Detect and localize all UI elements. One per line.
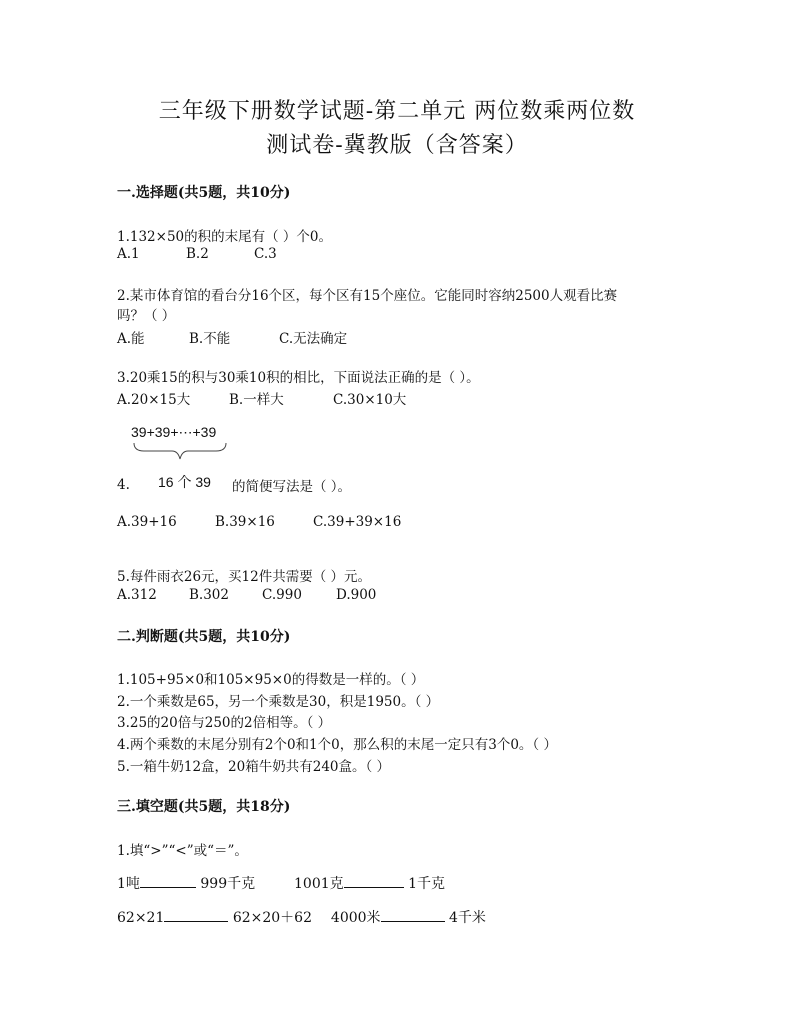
question-1-4-number: 4. — [117, 477, 130, 493]
judgement-item-4: 4.两个乘数的末尾分别有2个0和1个0，那么积的末尾一定只有3个0。（ ） — [117, 737, 557, 753]
compare-left: 1001克 — [294, 876, 344, 892]
answer-blank[interactable] — [140, 873, 196, 888]
figure-brace — [130, 441, 230, 467]
compare-right: 1千克 — [408, 876, 446, 892]
judgement-item-3: 3.25的20倍与250的2倍相等。（ ） — [117, 715, 332, 731]
judgement-item-5: 5.一箱牛奶12盒，20箱牛奶共有240盒。（ ） — [117, 759, 391, 775]
answer-blank[interactable] — [164, 907, 228, 922]
option: A.20×15大 — [117, 392, 191, 408]
option: A.312 — [117, 587, 157, 603]
option: B.39×16 — [215, 514, 275, 530]
option: C.30×10大 — [333, 392, 407, 408]
option: A.能 — [117, 331, 145, 347]
title-line-2: 测试卷-冀教版（含答案） — [266, 133, 528, 158]
option: B.302 — [189, 587, 229, 603]
option: C.990 — [262, 587, 302, 603]
option: C.39+39×16 — [313, 514, 402, 530]
option: B.2 — [186, 246, 209, 262]
question-1-2-options — [117, 327, 347, 347]
title-line-1: 三年级下册数学试题-第二单元 两位数乘两位数 — [158, 99, 636, 124]
answer-blank[interactable] — [381, 907, 445, 922]
compare-left: 1吨 — [117, 876, 140, 892]
option: B.不能 — [189, 331, 231, 347]
compare-right: 4千米 — [449, 910, 486, 926]
question-1-3-options — [117, 388, 406, 408]
question-1-2-line-1: 2.某市体育馆的看台分16个区，每个区有15个座位。它能同时容纳2500人观看比赛 — [117, 288, 618, 304]
compare-row-2 — [117, 907, 486, 927]
fill-question-1: 1.填“>”“<”或“＝”。 — [117, 843, 248, 859]
figure-count-label: 16 个 39 — [158, 474, 211, 490]
section-2-heading: 二.判断题(共5题，共10分) — [117, 629, 291, 645]
option: C.无法确定 — [279, 331, 348, 347]
question-1-2-line-2: 吗？（ ） — [117, 308, 176, 324]
judgement-item-2: 2.一个乘数是65，另一个乘数是30，积是1950。（ ） — [117, 694, 440, 710]
compare-left: 4000米 — [330, 910, 381, 926]
question-1-4-text: 的简便写法是（ ）。 — [232, 479, 352, 495]
question-1-5: 5.每件雨衣26元，买12件共需要（ ）元。 — [117, 569, 372, 585]
question-1-1-options — [117, 246, 277, 262]
option: A.1 — [117, 246, 140, 262]
figure-sum-expression: 39+39+⋯+39 — [131, 424, 217, 440]
question-1-4-options — [117, 514, 401, 530]
compare-right: 62×20＋62 — [232, 910, 312, 926]
option: B.一样大 — [229, 392, 284, 408]
compare-left: 62×21 — [117, 910, 165, 926]
option: A.39+16 — [117, 514, 177, 530]
compare-row-1 — [117, 873, 445, 893]
answer-blank[interactable] — [344, 873, 404, 888]
option: C.3 — [254, 246, 277, 262]
question-1-5-options — [117, 587, 376, 603]
question-1-1: 1.132×50的积的末尾有（ ）个0。 — [117, 229, 333, 245]
judgement-item-1: 1.105+95×0和105×95×0的得数是一样的。（ ） — [117, 672, 425, 688]
section-1-heading: 一.选择题(共5题，共10分) — [117, 185, 291, 201]
compare-right: 999千克 — [200, 876, 256, 892]
section-3-heading: 三.填空题(共5题，共18分) — [117, 799, 291, 815]
option: D.900 — [336, 587, 377, 603]
question-1-3: 3.20乘15的积与30乘10积的相比，下面说法正确的是（ ）。 — [117, 370, 480, 386]
